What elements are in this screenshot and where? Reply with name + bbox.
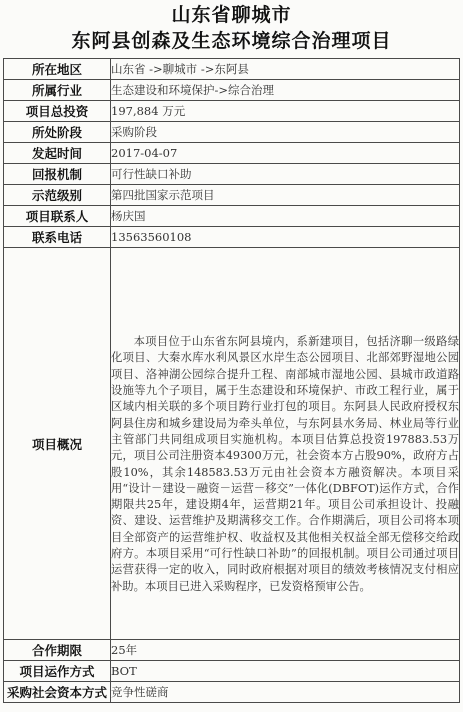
row-value-procurement-method: 竞争性磋商: [111, 682, 460, 703]
row-label-term: 合作期限: [4, 640, 111, 661]
row-value-return-mechanism: 可行性缺口补助: [111, 164, 460, 185]
table-row: [4, 206, 460, 227]
row-label-return-mechanism: 回报机制: [4, 164, 111, 185]
row-label-phone: 联系电话: [4, 227, 111, 248]
title-line-1: 山东省聊城市: [171, 4, 292, 26]
row-value-industry: 生态建设和环境保护->综合治理: [111, 80, 460, 101]
table-row: [4, 640, 460, 661]
row-value-operation-mode: BOT: [111, 661, 460, 682]
row-label-stage: 所处阶段: [4, 122, 111, 143]
table-row-overview: [4, 248, 460, 640]
table-row: [4, 101, 460, 122]
table-row: [4, 185, 460, 206]
table-row: [4, 661, 460, 682]
row-value-term: 25年: [111, 640, 460, 661]
table-row: [4, 682, 460, 703]
row-label-contact: 项目联系人: [4, 206, 111, 227]
title-line-2: 东阿县创森及生态环境综合治理项目: [71, 30, 392, 52]
row-value-contact: 杨庆国: [111, 206, 460, 227]
row-value-total-investment: 197,884 万元: [111, 101, 460, 122]
row-value-start-date: 2017-04-07: [111, 143, 460, 164]
row-label-start-date: 发起时间: [4, 143, 111, 164]
table-row: [4, 122, 460, 143]
project-info-table: [3, 58, 460, 703]
row-label-procurement-method: 采购社会资本方式: [4, 682, 111, 703]
row-label-overview: 项目概况: [4, 248, 111, 640]
row-value-demo-level: 第四批国家示范项目: [111, 185, 460, 206]
row-label-demo-level: 示范级别: [4, 185, 111, 206]
table-row: [4, 227, 460, 248]
table-row: [4, 59, 460, 80]
table-row: [4, 80, 460, 101]
row-value-phone: 13563560108: [111, 227, 460, 248]
row-label-total-investment: 项目总投资: [4, 101, 111, 122]
overview-text: 本项目位于山东省东阿县境内，系新建项目，包括济聊一级路绿化项目、大秦水库水利风景区水岸生态公园项目、北部郊野湿地公园项目、洛神湖公园综合提升工程、南部城市湿地公园、县城市政道路设施等九个子项目，属于生态建设和环境保护、市政工程行业，属于区域内相关联的多个项目跨行业打包的项目。东阿县人民政府授权东阿县住房和城乡建设局为牵头单位，与东阿县水务局、林业局等行业主管部门共同组成项目实施机构。本项目估算总投资197883.53万元，项目公司注册资本49300万元，社会资本方占股90%，政府方占股10%，其余148583.53万元由社会资本方融资解决。本项目采用“设计－建设－融资－运营－移交”一体化(DBFOT)运作方式，合作期限共25年，建设期4年，运营期21年。项目公司承担设计、投融资、建设、运营维护及期满移交工作。合作期满后，项目公司将本项目全部资产的运营维护权、收益权及其他相关权益全部无偿移交给政府方。本项目采用“可行性缺口补助”的回报机制。项目公司通过项目运营获得一定的收入，同时政府根据对项目的绩效考核情况支付相应补助。本项目已进入采购程序，已发资格预审公告。: [111, 335, 459, 593]
row-label-industry: 所属行业: [4, 80, 111, 101]
row-value-stage: 采购阶段: [111, 122, 460, 143]
row-label-region: 所在地区: [4, 59, 111, 80]
page-title: [0, 0, 463, 58]
row-value-region: 山东省 ->聊城市 ->东阿县: [111, 59, 460, 80]
row-label-operation-mode: 项目运作方式: [4, 661, 111, 682]
row-value-overview: [111, 248, 460, 640]
table-row: [4, 143, 460, 164]
table-row: [4, 164, 460, 185]
